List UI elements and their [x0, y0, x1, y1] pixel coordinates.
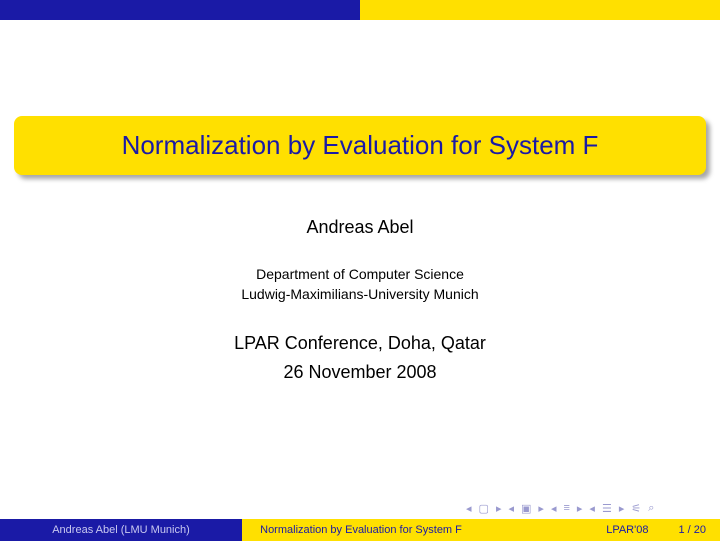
- section-icon[interactable]: ≡: [563, 502, 570, 514]
- page-number: 1 / 20: [678, 524, 706, 536]
- beamer-navigation: [466, 500, 716, 516]
- slide-title: Normalization by Evaluation for System F: [121, 130, 599, 160]
- menu-icon[interactable]: ⚟: [631, 502, 642, 515]
- nav-next-arrow[interactable]: ▸: [618, 502, 625, 515]
- footer-bar: [0, 519, 720, 541]
- footer-author: Andreas Abel (LMU Munich): [0, 519, 242, 541]
- institute-line-1: Department of Computer Science: [256, 266, 464, 282]
- author-name: Andreas Abel: [306, 217, 414, 237]
- title-box: [14, 116, 706, 175]
- frame-icon[interactable]: ▢: [478, 502, 489, 515]
- header-bar-right: [360, 0, 720, 20]
- event-name: LPAR Conference, Doha, Qatar: [234, 333, 486, 353]
- institute-line-2: Ludwig-Maximilians-University Munich: [241, 286, 479, 302]
- header-bar: [0, 0, 720, 20]
- event-date: 26 November 2008: [283, 362, 437, 382]
- nav-next-arrow[interactable]: ▸: [538, 502, 544, 515]
- footer-right: [480, 519, 720, 541]
- footer-title: Normalization by Evaluation for System F: [242, 519, 480, 541]
- list-icon[interactable]: ☰: [601, 502, 612, 515]
- nav-next-arrow[interactable]: ▸: [576, 502, 583, 515]
- subsection-icon[interactable]: ▣: [521, 502, 532, 515]
- nav-prev-arrow[interactable]: ◂: [589, 502, 595, 515]
- nav-prev-arrow[interactable]: ◂: [508, 502, 514, 515]
- header-bar-left: [0, 0, 360, 20]
- nav-prev-arrow[interactable]: ◂: [550, 502, 557, 515]
- nav-prev-arrow[interactable]: ◂: [466, 502, 472, 515]
- search-icon[interactable]: ⌕: [648, 501, 655, 514]
- footer-event: LPAR'08: [606, 524, 649, 536]
- nav-next-arrow[interactable]: ▸: [495, 502, 502, 515]
